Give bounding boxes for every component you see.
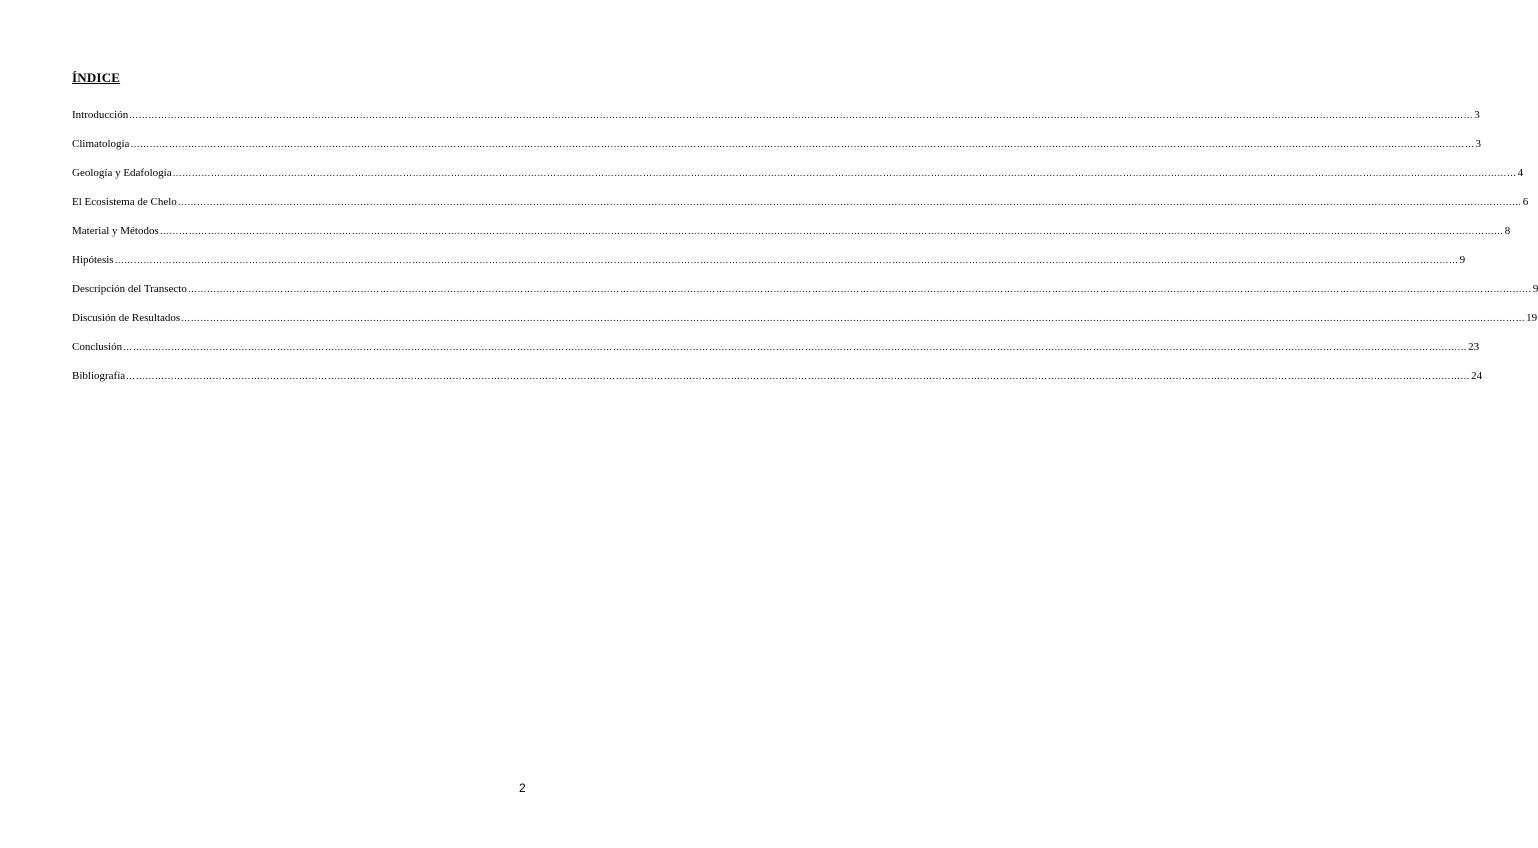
toc-leader-dots: …………………………………………………………………………………………………………………………………………………………………………………………………………………………………………………………………………………………………………………………………………………………………………………… [181,313,1526,323]
toc-entry-page: 8 [1504,225,1511,237]
toc-entry-label: Conclusión [72,341,123,353]
toc-entry-label: Hipótesis [72,254,114,266]
toc-entry [72,195,1529,224]
toc-entry-page: 23 [1468,341,1480,353]
toc-entry-label: Geología y Edafología [72,167,172,179]
toc-entry-label: Introducción [72,109,129,121]
toc-entry [72,166,1524,195]
toc-entry-page: 4 [1517,167,1524,179]
toc-entry-label: Climatología [72,138,130,150]
toc-entry [72,340,1480,369]
toc-title: ÍNDICE [72,70,121,85]
toc-entry-label: Discusión de Resultados [72,312,181,324]
toc-entry-page: 3 [1475,138,1481,150]
toc-leader-dots: …………………………………………………………………………………………………………………………………………………………………………………………………………………………………………………………………………………………………………………………………………………………………………………… [129,110,1474,120]
toc-leader-dots: …………………………………………………………………………………………………………………………………………………………………………………………………………………………………………………………………………………………………………………………………………………………………………………… [187,284,1532,294]
toc-entry [72,369,1483,398]
toc-entry-page: 6 [1522,196,1529,208]
toc-entry [72,224,1511,253]
page-number: 2 [519,781,526,795]
toc-entry-label: Material y Métodos [72,225,159,237]
toc-leader-dots: …………………………………………………………………………………………………………………………………………………………………………………………………………………………………………………………………………………………………………………………………………………………………………………… [114,255,1459,265]
toc-entry-label: El Ecosistema de Chelo [72,196,177,208]
toc-entry [72,311,1538,340]
toc-entry-page: 9 [1532,283,1538,295]
toc-entry-label: Bibliografía [72,370,126,382]
toc-leader-dots: …………………………………………………………………………………………………………………………………………………………………………………………………………………………………………………………………………………………………………………………………………………………………………………… [130,139,1475,149]
toc-entry-page: 9 [1459,254,1466,266]
toc-entry-label: Descripción del Transecto [72,283,187,295]
toc-entry [72,108,1480,137]
toc-entry-page: 3 [1474,109,1480,121]
toc-entry-page: 24 [1471,370,1483,382]
toc-entry-page: 19 [1526,312,1538,324]
toc-entry [72,137,1481,166]
toc-leader-dots: …………………………………………………………………………………………………………………………………………………………………………………………………………………………………………………………………………………………………………………………………………………………………………………… [177,197,1522,207]
toc-leader-dots: …………………………………………………………………………………………………………………………………………………………………………………………………………………………………………………………………………………………………………………………………………………………………………………… [159,226,1504,236]
toc-entry [72,282,1538,311]
table-of-contents [72,108,1538,398]
toc-leader-dots: …………………………………………………………………………………………………………………………………………………………………………………………………………………………………………………………………………………………………………………………………………………………………………………… [123,342,1468,352]
toc-leader-dots: …………………………………………………………………………………………………………………………………………………………………………………………………………………………………………………………………………………………………………………………………………………………………………………… [126,371,1471,381]
toc-leader-dots: …………………………………………………………………………………………………………………………………………………………………………………………………………………………………………………………………………………………………………………………………………………………………………………… [172,168,1517,178]
toc-entry [72,253,1466,282]
